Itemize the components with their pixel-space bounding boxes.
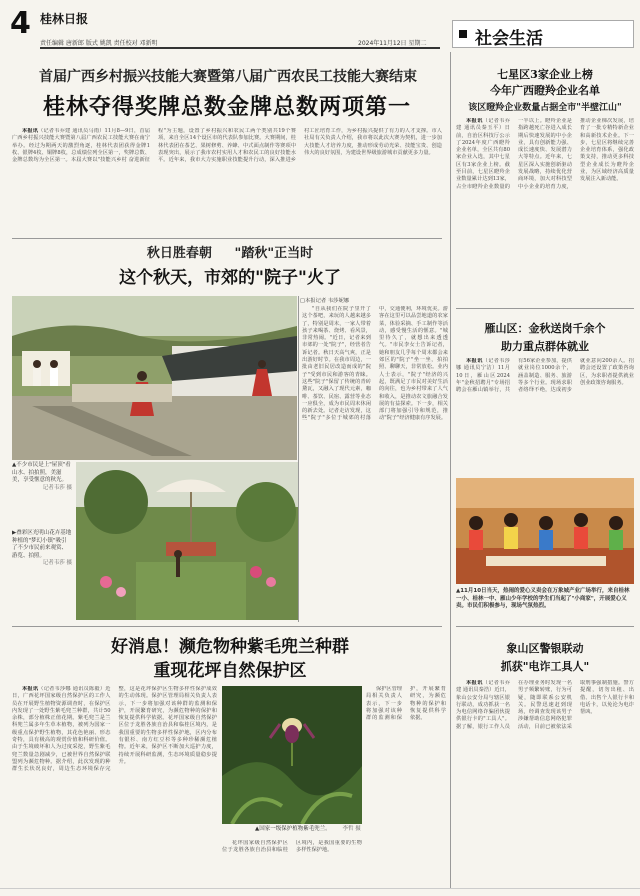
- story1-deck: 该区瞪羚企业数量占据全市"半壁江山": [468, 103, 622, 113]
- bottom-rule: [0, 888, 640, 889]
- orchid-headline-2: 重现花坪自然保护区: [153, 661, 307, 681]
- photo-caption-1: [12, 462, 72, 492]
- lead-body: [12, 128, 442, 236]
- divider: [456, 308, 634, 309]
- divider: [12, 626, 442, 627]
- caption-1-text: ▲不少市民是上"屋顶"看山水、拍拍照，美滋美，享受惬意的秋光。: [12, 462, 71, 483]
- paper-name: 桂林日报: [40, 12, 89, 26]
- feature-byline: □本报记者 韦莎妮娜: [300, 298, 350, 304]
- story1-headline: 七星区3家企业上榜: [497, 68, 593, 81]
- lead-headline: 桂林夺得奖牌总数金牌总数两项第一: [42, 94, 411, 120]
- orchid-photo: [222, 686, 362, 824]
- orchid-text-continued: 保护区管理局相关负责人表示，下一步将加强对该种群的监测和保护，开展繁育研究，为濒危物种的保护和恢复提供科学依据。: [366, 686, 446, 722]
- garden-photo: [76, 462, 298, 620]
- section-banner: [452, 20, 634, 48]
- charity-sale-photo: [456, 478, 634, 584]
- caption-2-text: ▶叠彩区光明山花卉基地种植的"梦幻小镇"吸引了不少市民前来观赏、游览、拍照。: [12, 530, 72, 559]
- lead-kicker: 首届广西乡村振兴技能大赛暨第八届广西农民工技能大赛结束: [39, 69, 417, 85]
- masthead: [0, 0, 640, 50]
- column-divider: [450, 52, 451, 888]
- section-marker-icon: [459, 30, 467, 38]
- orchid-byline: 本报讯: [22, 686, 39, 692]
- story3-byline: 本报讯: [466, 680, 483, 686]
- feature-kicker-mid: "踏秋"正当时: [234, 246, 314, 261]
- story1-body: [456, 118, 634, 304]
- page-number: 4: [10, 6, 31, 41]
- divider: [456, 626, 634, 627]
- divider: [12, 238, 442, 239]
- story2-text: （记者韦莎娜 通讯员宁洁）11月10日，雁山区2024年"金秋招聘月"专场招聘会在雁山镇举行，共有56家企业参加，提供就业岗位1000余个，涵盖制造、服务、旅游等多个行业。现场求职者络绎不绝，达成初步就业意向200余人。招聘会还设置了政策咨询区，为求职者提供就业创业政策咨询服务。: [456, 358, 634, 394]
- story1-subheadline: 今年广西瞪羚企业名单: [490, 84, 600, 97]
- story1-byline: 本报讯: [466, 118, 483, 124]
- section-name: 社会生活: [475, 29, 543, 49]
- story3-headline: 象山区警银联动: [506, 642, 584, 655]
- feature-text: "自从我们在院子里开了这个茶吧，来玩的人越来越多了，特别是周末，一家人带着孩子来喝茶、烧烤、看风景，非常热闹。"近日，记者来到市郊的一处"院子"，经营者告诉记者。秋日天高气爽，正是出游好时节。在我市周边，一批由老旧民居改造而成的"院子"受到市民和游客的青睐。这些"院子"保留了传统的青砖黛瓦，又融入了现代元素，咖啡、茶饮、民宿、露营等业态一应俱全，成为市民周末休闲的新去处。记者走访发现，这些"院子"多位于城郊的村落中，交通便利，环境优美。游客在这里可以品尝地道的农家菜，体验采摘、手工制作等活动，感受慢生活的惬意。"城里待久了，就想出来透透气。"市民李女士告诉记者，她和朋友几乎每个周末都会来郊区的"院子"坐一坐，拍拍照、聊聊天，非常放松。业内人士表示，"院子"经济的兴起，既满足了市民对美好生活的向往，也为乡村带来了人气和收入，是推动农文旅融合发展的有益探索。下一步，相关部门将加强引导和规范，推动"院子"经济健康有序发展。: [302, 306, 448, 422]
- orchid-caption: [255, 826, 375, 834]
- feature-kicker-left: 秋日胜春朝: [146, 246, 212, 261]
- story2-headline: 雁山区：金秋送岗千余个: [484, 322, 606, 335]
- feature-headline: 这个秋天，市郊的"院子"火了: [119, 268, 341, 288]
- orchid-caption-text: ▲国家一级保护植物紫毛兜兰。: [255, 826, 331, 832]
- story3-subheadline: 抓获"电诈工具人": [500, 660, 590, 673]
- orchid-body-bottom: [222, 840, 362, 884]
- orchid-headline-1: 好消息！濒危物种紫毛兜兰种群: [111, 637, 349, 657]
- issue-date: 2024年11月12日 星期二: [358, 40, 427, 47]
- divider: [298, 296, 299, 622]
- courtyard-photo: [12, 296, 297, 460]
- caption-1-credit: 记者韦莎 摄: [42, 484, 72, 491]
- masthead-rule: [40, 47, 440, 49]
- orchid-text-bottom: 花坪国家级自然保护区位于龙胜各族自治县和临桂区境内，是我国重要的生物多样性保护地。: [222, 840, 362, 854]
- story1-text: （记者韦乔建 通讯员秦玉平）日前，自治区科技厅公示了2024年度广西瞪羚企业名单，全区共有80家企业入选，其中七星区有3家企业上榜。截至目前，七星区瞪羚企业数量累计达到13家，占全市瞪羚企业数量的一半以上。瞪羚企业是指跨越死亡谷进入成长期后快速发展的中小企业，具有创新能力强、成长速度快、发展潜力大等特点。近年来，七星区深入实施创新驱动发展战略，持续优化营商环境，加大对科技型中小企业的培育力度，推动企业梯次发展，培育了一批专精特新企业和高新技术企业。下一步，七星区将继续完善企业培育体系，强化政策支持，推动更多科技型企业成长为瞪羚企业，为区域经济高质量发展注入新动能。: [456, 118, 634, 190]
- orchid-body-left: [12, 686, 217, 882]
- story2-byline: 本报讯: [466, 358, 483, 364]
- feature-kicker: [20, 242, 440, 261]
- lead-byline: 本报讯: [22, 128, 39, 134]
- orchid-text: （记者韦莎娜 通讯员陈毅）近日，广西花坪国家级自然保护区的工作人员在开展野生植物资源调查时，在保护区内发现了一处野生紫毛兜兰种群，共计50余株，部分植株正值花期。紫毛兜兰是兰科兜兰属多年生草本植物，被列为国家一级重点保护野生植物，其花色艳丽、形态奇特，具有极高的观赏价值和科研价值。由于生境破坏和人为过度采挖，野生紫毛兜兰数量急剧减少，已被世界自然保护联盟列为濒危物种。据介绍，此次发现的种群生长状况良好，周边生态环境保存完整，这是花坪保护区生物多样性保护成效的生动体现。保护区管理局相关负责人表示，下一步将加强对该种群的监测和保护，开展繁育研究，为濒危物种的保护和恢复提供科学依据。花坪国家级自然保护区位于龙胜各族自治县和临桂区境内，是我国重要的生物多样性保护地，区内分布有银杉、南方红豆杉等多种珍稀濒危植物。近年来，保护区不断加大巡护力度，持续开展科研监测，生态环境质量稳步提升。: [12, 686, 217, 773]
- photo-caption-2: [12, 530, 72, 568]
- story3-text: （记者韦乔建 通讯员秦浩）近日，象山公安分局与辖区银行联动，成功抓获一名为电信网络诈骗团伙提供银行卡的"工具人"。据了解，银行工作人员在办理业务时发现一名男子频繁转账，行为可疑，随即联系公安机关。民警迅速赶到现场，经调查发现该男子涉嫌帮助信息网络犯罪活动，目前已被依法采取刑事强制措施。警方提醒，切勿出租、出借、出售个人银行卡和电话卡，以免沦为电诈帮凶。: [456, 680, 634, 730]
- staff-credits: 责任编辑 唐新郎 版式 姚凯 责任校对 邓新明: [40, 40, 158, 47]
- caption-2-credit: 记者韦莎 摄: [42, 560, 72, 566]
- orchid-caption-credit: 李哲 摄: [342, 826, 361, 832]
- orchid-body-right: [366, 686, 446, 882]
- story3-body: [456, 680, 634, 884]
- story2-body: [456, 358, 634, 470]
- charity-photo-caption: ▲11月10日当天，热闹的爱心义卖会在万象城产业广场举行，来自桂林一小、桂林一中、雁山少年学校的学生们当起了"小商家"，开展爱心义卖。市民们积极参与，现场气氛热烈。: [456, 588, 630, 609]
- story2-subheadline: 助力重点群体就业: [501, 340, 589, 353]
- feature-body: [302, 306, 448, 622]
- lead-text: （记者韦乔建 通讯员马雨）11月8—9日，首届广西乡村振兴技能大赛暨第八届广西农民工技能大赛在南宁举办。经过为期两天的激烈角逐，桂林代表团获得金牌1枚、银牌4枚、铜牌8枚，总成绩位列全区第一，奖牌总数、金牌总数均为全区第一。本届大赛以"技能兴乡村 奋进新征程"为主题，设置了乡村振兴和农民工两个类别共19个赛项，来自全区14个设区市的代表队参加比赛。大赛期间，桂林代表团在茶艺、果树修剪、养蜂、中式面点制作等赛项中表现突出，展示了我市农村实用人才和农民工的良好技能水平。近年来，我市大力实施职业技能提升行动，深入推进乡村工匠培育工作，为乡村振兴提供了有力的人才支撑。市人社局有关负责人介绍，我市将以此次大赛为契机，进一步加大技能人才培养力度，推动形成劳动光荣、技能宝贵、创造伟大的良好氛围，为建设世界级旅游城市贡献更多力量。: [12, 128, 442, 164]
